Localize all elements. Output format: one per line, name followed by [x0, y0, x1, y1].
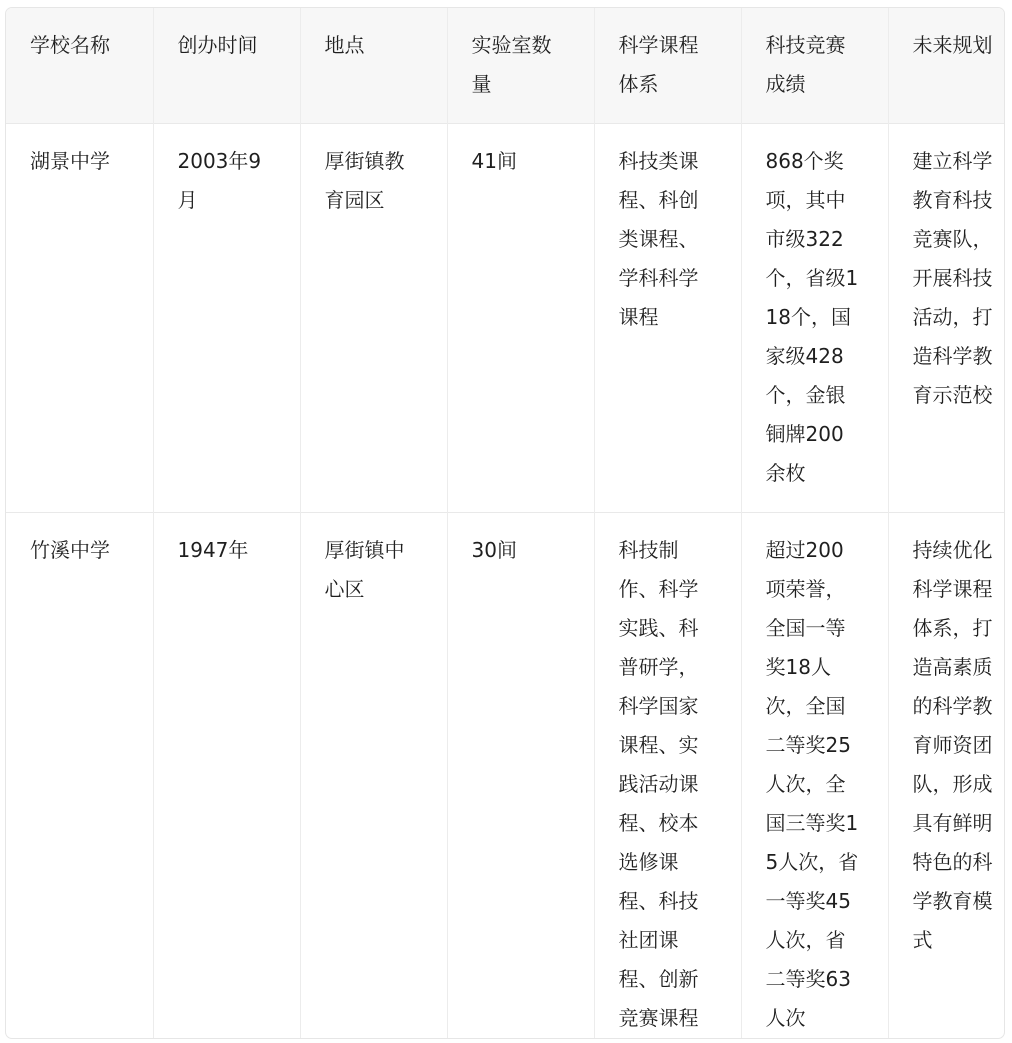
header-location: 地点 — [300, 8, 447, 124]
header-founded: 创办时间 — [153, 8, 300, 124]
schools-table-container — [5, 7, 1005, 1039]
header-lab-count: 实验室数量 — [447, 8, 594, 124]
cell-lab-count: 41间 — [447, 124, 594, 513]
cell-location: 厚街镇中心区 — [300, 513, 447, 1040]
header-school-name: 学校名称 — [6, 8, 153, 124]
header-future-plans: 未来规划 — [888, 8, 1005, 124]
cell-founded: 2003年9月 — [153, 124, 300, 513]
cell-lab-count: 30间 — [447, 513, 594, 1040]
cell-location: 厚街镇教育园区 — [300, 124, 447, 513]
cell-science-curriculum: 科技类课程、科创类课程、学科科学课程 — [594, 124, 741, 513]
cell-science-curriculum: 科技制作、科学实践、科普研学，科学国家课程、实践活动课程、校本选修课程、科技社团课程、创新竞赛课程 — [594, 513, 741, 1040]
cell-future-plans: 建立科学教育科技竞赛队，开展科技活动，打造科学教育示范校 — [888, 124, 1005, 513]
cell-school-name: 湖景中学 — [6, 124, 153, 513]
cell-future-plans: 持续优化科学课程体系，打造高素质的科学教育师资团队，形成具有鲜明特色的科学教育模式 — [888, 513, 1005, 1040]
table-header — [6, 8, 1005, 124]
cell-competition-results: 868个奖项，其中市级322个，省级118个，国家级428个，金银铜牌200余枚 — [741, 124, 888, 513]
table-body — [6, 124, 1005, 1040]
cell-competition-results: 超过200项荣誉，全国一等奖18人次，全国二等奖25人次，全国三等奖15人次，省一等奖45人次，省二等奖63人次 — [741, 513, 888, 1040]
header-row — [6, 8, 1005, 124]
cell-school-name: 竹溪中学 — [6, 513, 153, 1040]
header-science-curriculum: 科学课程体系 — [594, 8, 741, 124]
table-row — [6, 513, 1005, 1040]
cell-founded: 1947年 — [153, 513, 300, 1040]
header-competition-results: 科技竞赛成绩 — [741, 8, 888, 124]
table-row — [6, 124, 1005, 513]
schools-comparison-table — [6, 8, 1005, 1039]
